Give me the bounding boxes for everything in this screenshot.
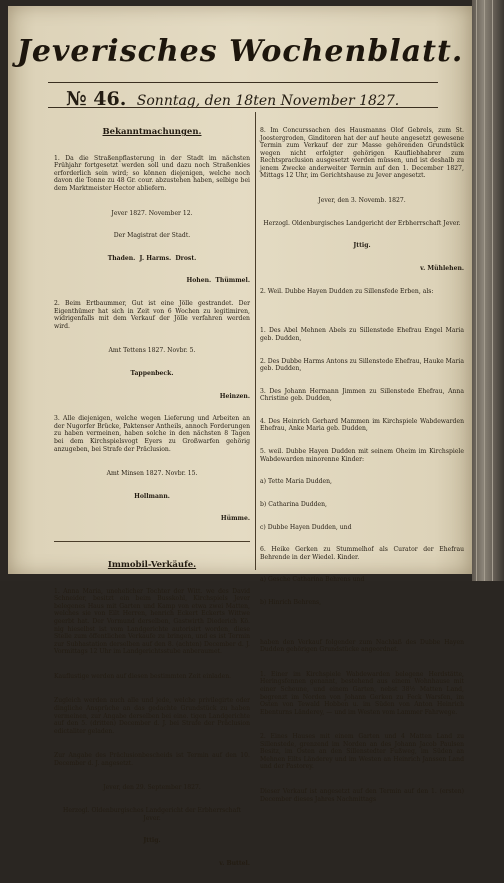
list-item: a) Tette Maria Dudden, <box>260 478 332 486</box>
notice-1-place: Jever 1827. November 12. <box>111 209 193 217</box>
notice-3-signature-2: Hümme. <box>220 515 250 523</box>
immobil-1-names-2: v. Buttel. <box>219 859 250 867</box>
binding-edge <box>492 0 493 581</box>
book-binding <box>472 0 504 581</box>
notice-2-names-top: Hohen. Thümmel. <box>186 277 250 285</box>
immobil-1-invite: Kauflustige werden auf diesen bestimmten Zeit einladen. <box>54 672 232 680</box>
masthead-rule-top <box>48 82 438 83</box>
list-item: c) Dubbe Hayen Dudden, und <box>260 523 352 531</box>
list-item: 4. Des Heinrich Gerhard Mammen im Kirchspiele Wabdewarden Ehefrau, Anke Maria geb. Dudden, <box>260 417 466 433</box>
masthead-rule-bottom <box>48 107 438 108</box>
notice-r1-place: Jever, den 3. Novemb. 1827. <box>318 197 406 205</box>
notice-3-names-top: Heinzen. <box>219 392 250 400</box>
notice-3-place: Amt Minsen 1827. Novbr. 15. <box>106 470 198 478</box>
issue-number: № 46. <box>66 88 127 110</box>
immobil-1-signature: Herzogl. Oldenburgisches Landgericht der Erbherrschaft Jever. <box>63 807 243 822</box>
list-item: 3. Des Johann Hermann Jimmen zu Sillenstede Ehefrau, Anna Christine geb. Dudden, <box>260 387 466 403</box>
notice-1: 1. Da die Straßenpflasterung in der Stadt im nächsten Frühjahr fortgesetzt werden soll und dazu noch Straßenkies erforderlich sein wird; so können diejenigen, welche noch davon die Tonne zu 48 Gr. cour. abzustehen haben, selbige bei dem Marktmeister Hector abliefern. <box>54 154 252 192</box>
newspaper-page <box>8 6 472 867</box>
notice-r1: 8. Im Concurssachen des Hausmanns Olof Gebrels, zum St. Joostergroden, Ginditoren hat der auf heute angesetzt gewesene Termin zum Verkauf der zur Masse gehörenden Grundstück wegen nicht erfolgter gehörigen Kaufliebhabrer zum Rechtspraclusion ausgesetzt werden müssen, und ist deshalb zu jenem Zwecke anderweiter Termin auf den 1. December 1827, Mittags 12 Uhr, im Gerichtshause zu Jever angesetzt. <box>260 127 466 180</box>
notice-3-signature: Hollmann. <box>134 492 170 500</box>
right-column <box>260 112 466 803</box>
left-column <box>54 112 252 867</box>
section-separator <box>54 541 250 542</box>
masthead-title: Jeverisches Wochenblatt. <box>16 34 464 69</box>
list-item: b) Catharina Dudden, <box>260 500 327 508</box>
immobil-1-claims: Zugleich werden auch alle und jede, welche privilegirte oder dingliche Ansprüche an das gedachte Grundstück zu haben vermeinen, zur Angabe derselben bei eine. tigen Landgerichte auf den 5. (dritten) December d. J. bei Strafe der Präclusion edictaliter geladen. <box>54 697 252 735</box>
notice-r1-signature: Herzogl. Oldenburgisches Landgericht der Erbherrschaft Jever. <box>263 219 461 227</box>
notice-2-place: Amt Tettens 1827. Novbr. 5. <box>108 347 196 355</box>
immobil-1: 1. Anna Maria, unehelicher Tochter der Witt. we des David Schneider, besitzt ein beim Busskohl, Kirchspiels Jever belegenes Haus mit Garten und Kamp von etwa zwei Matten, welches sie von Eilt Herren, henrich Eckert Eckerts Wittwe geerbt hat. Der Vormund derselben, Gastwirth Diederich Kö. nig hieselbst ist vom Landgerichte autorisirt worden, diese Stelle zum öffentlichen Verkaufe zu bringen, und es ist Termin zur Subhastation derselben auf den 8. (achten) December d. J. Vormittags 12 Uhr im Landgerichtsstube anberaumet. <box>54 587 252 656</box>
bekanntmachungen-heading: Bekanntmachungen. <box>102 127 202 138</box>
notice-r1-names: Jttig. <box>353 242 371 250</box>
property-item: 1. Einer im Kirchspiele Wabdewarden belegene Herdstätte, Heringsfennen genannt, bestehend aus einem Wohnhause mit einer Scheune, und einem Garten, nebst 38½ Matten Land, begrenzt im Norden von Johann Gerken zu Feck Warsfen, im Osten von Tewald Hobben u. im Süden von Anton Heinrich Ebenturns Länderey, — und im Westen vom Lammer Fahrwege. <box>260 670 466 716</box>
list-item: 2. Des Dubbe Harms Antons zu Sillenstede Ehefrau, Hauke Maria geb. Dudden, <box>260 357 466 373</box>
notice-r2-intro: 2. Weil. Dubbe Hayen Dudden zu Sillensfede Erben, als: <box>260 287 434 295</box>
column-divider <box>255 112 256 570</box>
notice-3: 3. Alle diejenigen, welche wegen Lieferung und Arbeiten an der Nugorfer Brücke, Paktenser Antheils, annoch Forderungen zu haben vermeinen, haben solche in den nächsten 8 Tagen bei dem Kirchspielsvogt Eyers zu Großwarfen gehörig anzugeben, bei Strafe der Präclusion. <box>54 415 252 453</box>
list-item: 1. Des Abel Mehnen Abels zu Sillenstede Ehefrau Engel Maria geb. Dudden, <box>260 327 466 342</box>
list-item: 5. weil. Dubbe Hayen Dudden mit seinem Oheim im Kirchspiele Wabdewarden minorenne Kinder: <box>260 448 466 463</box>
notice-r2-body: haben den Verkauf folgender zum Nachlaß des Dubbe Hayen Dudden gehörigen Grundstücke angeordnet. <box>260 638 466 654</box>
immobil-heading: Immobil-Verkäufe. <box>107 560 197 571</box>
notice-2: 2. Beim Ertbaummer, Gut ist eine Jölle gestrandet. Der Eigenthümer hat sich in Zeit von 6 Wochen zu legitimiren, widrigenfalls mit dem Verkauf der Jölle verfahren werden wird. <box>54 300 252 330</box>
binding-edge <box>484 0 485 581</box>
immobil-1-term: Zur Angabe des Präclusionbescheids ist Termin auf den 10. December d. J. angesetzt. <box>54 752 252 767</box>
immobil-1-place: Jever, den 29. September 1827. <box>103 784 201 792</box>
property-item: 2. Eines Hauses mit einem Garten und 4 Matten Land zu Sillenstede, grenzend im Norden an des Johann Jacob Paulsen Besitz, im Osten an den Sillenstedter Fußweg, im Süden an Mehnen Eilts Länderey und im Westen an Heinrich Janssen Land und der Pastorey. <box>260 733 466 771</box>
notice-1-names: Thaden. J. Harms. Drost. <box>107 254 197 262</box>
issue-date: Sonntag, den 18ten November 1827. <box>136 93 400 109</box>
heirs-list <box>260 312 464 621</box>
notice-1-signature: Der Magistrat der Stadt. <box>113 232 191 240</box>
list-item: 6. Heike Gerken zu Stummelhof als Curator der Ehefrau Behrende in der Wiedel. Kinder. <box>260 546 466 561</box>
list-item: b) Hinrich Behrens, <box>260 599 322 606</box>
notice-r1-names-2: v. Mühlehen. <box>420 264 464 272</box>
list-item: a) Gesche Catharina Behrens und <box>260 576 365 584</box>
binding-edge <box>476 0 477 581</box>
immobil-1-names: Jttig. <box>143 837 161 845</box>
notice-2-signature: Tappenbeck. <box>130 370 174 378</box>
notice-r2-end: Dieser Verkauf ist angesetzt auf den Termin auf den 1. (ersten) December dieses Jahres Nachmittags <box>260 788 466 803</box>
